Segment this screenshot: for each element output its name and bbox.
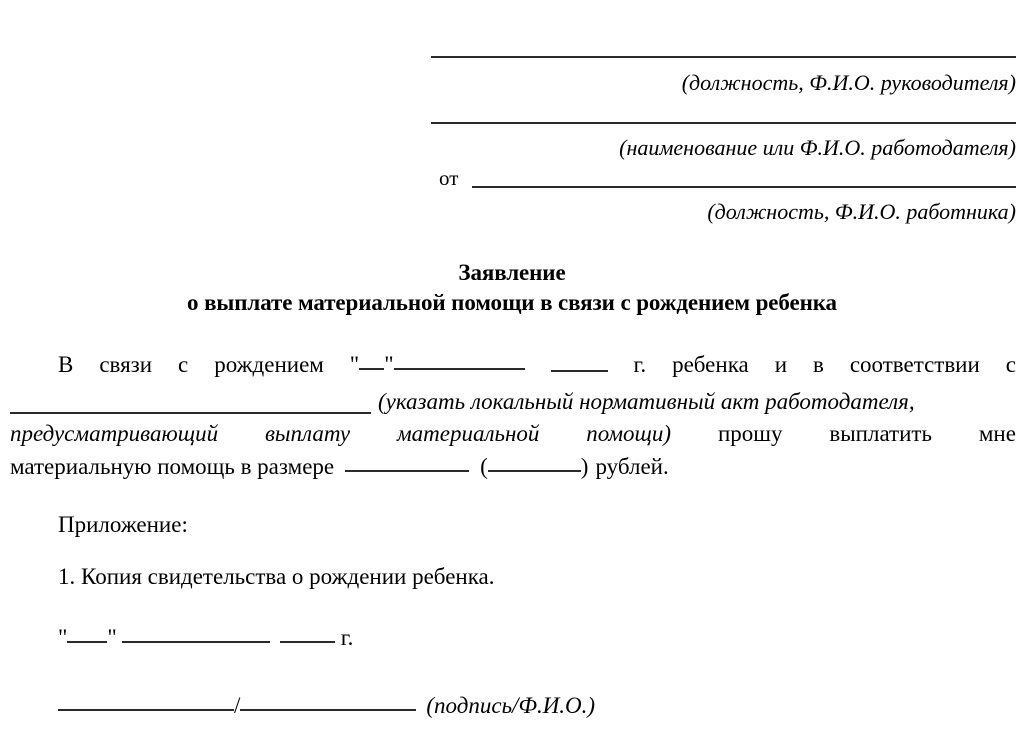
quote-open: " [349, 352, 360, 377]
body-l3-w1: прошу [717, 421, 783, 446]
body-l3-w3: мне [978, 421, 1016, 446]
director-caption: (должность, Ф.И.О. руководителя) [681, 70, 1016, 95]
employer-fill-line [431, 122, 1016, 124]
body-w7: и [774, 352, 788, 377]
amount-digits-blank[interactable] [345, 457, 469, 472]
date-year-blank[interactable] [280, 628, 335, 643]
date-day-blank[interactable] [67, 628, 107, 643]
body-w3: с [178, 352, 189, 377]
body-l3-w2: выплатить [829, 421, 932, 446]
amount-suffix: рублей. [595, 454, 669, 479]
body-i2: выплату [264, 421, 351, 446]
local-act-blank[interactable] [10, 412, 371, 414]
paren-open: ( [480, 454, 488, 479]
amount-prefix: материальную помощь в размере [10, 454, 335, 479]
signature-separator: / [234, 693, 241, 718]
title-line-1: Заявление [458, 260, 566, 285]
birth-date-field[interactable] [350, 353, 525, 376]
date-quote-close: " [107, 625, 117, 650]
date-year-suffix: г. [340, 625, 354, 650]
attachments-heading: Приложение: [58, 512, 188, 537]
signature-line [58, 694, 595, 717]
body-i3: материальной [396, 421, 540, 446]
fio-blank[interactable] [240, 696, 416, 711]
month-blank[interactable] [394, 355, 525, 370]
page-title [0, 258, 1024, 318]
date-quote-open: " [58, 625, 68, 650]
body-w10: с [1005, 352, 1016, 377]
local-act-caption: (указать локальный нормативный акт работодателя, [378, 389, 915, 414]
date-line [58, 626, 353, 649]
body-w9: соответствии [849, 352, 980, 377]
signature-blank[interactable] [58, 696, 234, 711]
body-i1: предусматривающий [10, 421, 219, 446]
from-label: от [439, 166, 459, 190]
amount-words-blank[interactable] [488, 457, 581, 472]
signature-caption: (подпись/Ф.И.О.) [426, 693, 596, 718]
employee-fill-line [472, 186, 1016, 188]
employer-caption: (наименование или Ф.И.О. работодателя) [619, 135, 1016, 160]
body-line-1 [58, 353, 1016, 376]
body-line-4 [10, 455, 669, 478]
body-line-3 [10, 422, 1016, 445]
title-line-2: о выплате материальной помощи в связи с рождением ребенка [187, 290, 837, 315]
body-i4: помощи) [586, 421, 672, 446]
day-blank[interactable] [359, 355, 384, 370]
paren-close: ) [580, 454, 589, 479]
quote-close: " [384, 352, 394, 377]
employee-caption: (должность, Ф.И.О. работника) [707, 199, 1016, 224]
body-w2: связи [99, 352, 153, 377]
date-month-blank[interactable] [122, 628, 270, 643]
body-w4: рождением [214, 352, 324, 377]
body-w5: г. [633, 352, 647, 377]
year-blank[interactable] [551, 357, 608, 372]
body-w8: в [813, 352, 824, 377]
body-w6: ребенка [672, 352, 749, 377]
body-w1: В [58, 352, 74, 377]
director-fill-line [431, 56, 1016, 58]
attachment-item-1: 1. Копия свидетельства о рождении ребенка. [58, 564, 495, 589]
